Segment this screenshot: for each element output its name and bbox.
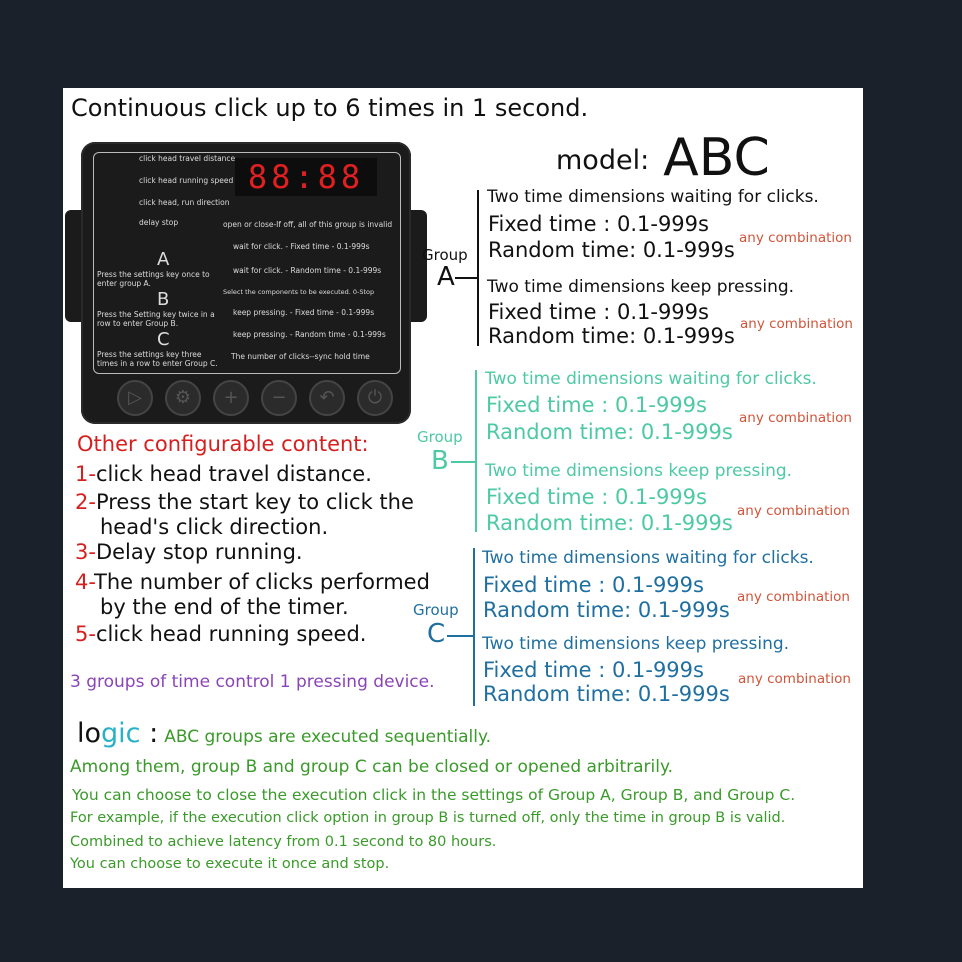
play-icon: ▷ <box>117 380 153 416</box>
group-a-word: Group <box>422 246 468 264</box>
device-item: keep pressing. - Random time - 0.1-999s <box>233 330 386 339</box>
info-panel <box>63 88 863 888</box>
any-combination: any combination <box>738 671 851 687</box>
group-b-line: Two time dimensions waiting for clicks. <box>485 369 817 389</box>
header-text: Continuous click up to 6 times in 1 second. <box>71 94 589 122</box>
device-item: click head running speed <box>139 176 234 185</box>
device-letter-c: C <box>157 329 170 350</box>
device-item: open or close-If off, all of this group is invalid <box>223 220 393 229</box>
device-item: keep pressing. - Fixed time - 0.1-999s <box>233 308 375 317</box>
device-letter-b: B <box>157 289 170 310</box>
list-item-cont: by the end of the timer. <box>100 595 349 619</box>
group-c-line: Two time dimensions keep pressing. <box>482 634 790 654</box>
group-a-line: Random time: 0.1-999s <box>488 238 735 262</box>
group-c-line: Fixed time : 0.1-999s <box>483 658 704 682</box>
minus-icon: − <box>261 380 297 416</box>
group-a-letter: A <box>437 262 455 292</box>
group-a-bracket <box>477 190 479 346</box>
group-a-line: Two time dimensions waiting for clicks. <box>487 187 819 207</box>
device-item: Select the components to be executed. 0-Stop <box>223 288 375 296</box>
group-c-word: Group <box>413 601 459 619</box>
logic-text: ABC groups are executed sequentially. <box>164 727 492 747</box>
other-title: Other configurable content: <box>77 432 369 456</box>
group-b-bracket <box>475 370 477 532</box>
list-item-cont: head's click direction. <box>100 515 329 539</box>
device-image <box>81 142 411 424</box>
power-icon: ⏻ <box>357 380 393 416</box>
list-item: 1-click head travel distance. <box>75 462 372 486</box>
any-combination: any combination <box>740 316 853 332</box>
logic-heading: logic : ABC groups are executed sequentially. <box>77 718 492 749</box>
note-line: Among them, group B and group C can be closed or opened arbitrarily. <box>70 757 674 777</box>
list-item: 4-The number of clicks performed <box>75 570 430 594</box>
group-b-line: Random time: 0.1-999s <box>486 420 733 444</box>
any-combination: any combination <box>737 589 850 605</box>
device-group-b: Press the Setting key twice in a row to enter Group B. <box>97 310 215 328</box>
note-line: You can choose to close the execution click in the settings of Group A, Group B, and Group C. <box>72 786 796 804</box>
device-item: click head, run direction <box>139 198 230 207</box>
device-letter-a: A <box>157 249 170 270</box>
group-b-line: Random time: 0.1-999s <box>486 511 733 535</box>
groups-note: 3 groups of time control 1 pressing device. <box>70 672 435 692</box>
group-a-connector <box>455 277 477 279</box>
group-b-line: Fixed time : 0.1-999s <box>486 393 707 417</box>
group-c-connector <box>447 635 473 637</box>
any-combination: any combination <box>739 230 852 246</box>
group-b-connector <box>451 461 475 463</box>
group-c-bracket <box>473 548 475 706</box>
group-c-letter: C <box>427 619 446 649</box>
device-item: delay stop <box>139 218 179 227</box>
group-a-line: Random time: 0.1-999s <box>488 324 735 348</box>
group-a-line: Two time dimensions keep pressing. <box>487 277 795 297</box>
group-b-letter: B <box>431 446 449 476</box>
list-item: 5-click head running speed. <box>75 622 367 646</box>
plus-icon: + <box>213 380 249 416</box>
group-a-line: Fixed time : 0.1-999s <box>488 300 709 324</box>
list-item: 2-Press the start key to click the <box>75 490 414 514</box>
note-line: For example, if the execution click option in group B is turned off, only the time in group B is valid. <box>70 810 786 826</box>
back-icon: ↶ <box>309 380 345 416</box>
device-item: wait for click. - Random time - 0.1-999s <box>233 266 382 275</box>
group-c-line: Fixed time : 0.1-999s <box>483 573 704 597</box>
group-b-word: Group <box>417 428 463 446</box>
group-c-line: Two time dimensions waiting for clicks. <box>482 548 814 568</box>
gear-icon: ⚙ <box>165 380 201 416</box>
group-c-line: Random time: 0.1-999s <box>483 682 730 706</box>
list-item: 3-Delay stop running. <box>75 540 303 564</box>
model-label: model: ABC <box>556 128 770 188</box>
device-item: click head travel distance <box>139 154 236 163</box>
any-combination: any combination <box>739 410 852 426</box>
any-combination: any combination <box>737 503 850 519</box>
group-a-line: Fixed time : 0.1-999s <box>488 212 709 236</box>
device-item: The number of clicks--sync hold time <box>231 352 370 361</box>
device-group-a: Press the settings key once to enter group A. <box>97 270 210 288</box>
model-value: ABC <box>663 128 770 188</box>
device-item: wait for click. - Fixed time - 0.1-999s <box>233 242 370 251</box>
seven-segment-display: 88:88 <box>235 158 377 196</box>
note-line: Combined to achieve latency from 0.1 second to 80 hours. <box>70 834 497 850</box>
device-group-c: Press the settings key three times in a row to enter Group C. <box>97 350 218 368</box>
group-b-line: Fixed time : 0.1-999s <box>486 485 707 509</box>
group-b-line: Two time dimensions keep pressing. <box>485 461 793 481</box>
group-c-line: Random time: 0.1-999s <box>483 598 730 622</box>
note-line: You can choose to execute it once and stop. <box>70 856 390 872</box>
